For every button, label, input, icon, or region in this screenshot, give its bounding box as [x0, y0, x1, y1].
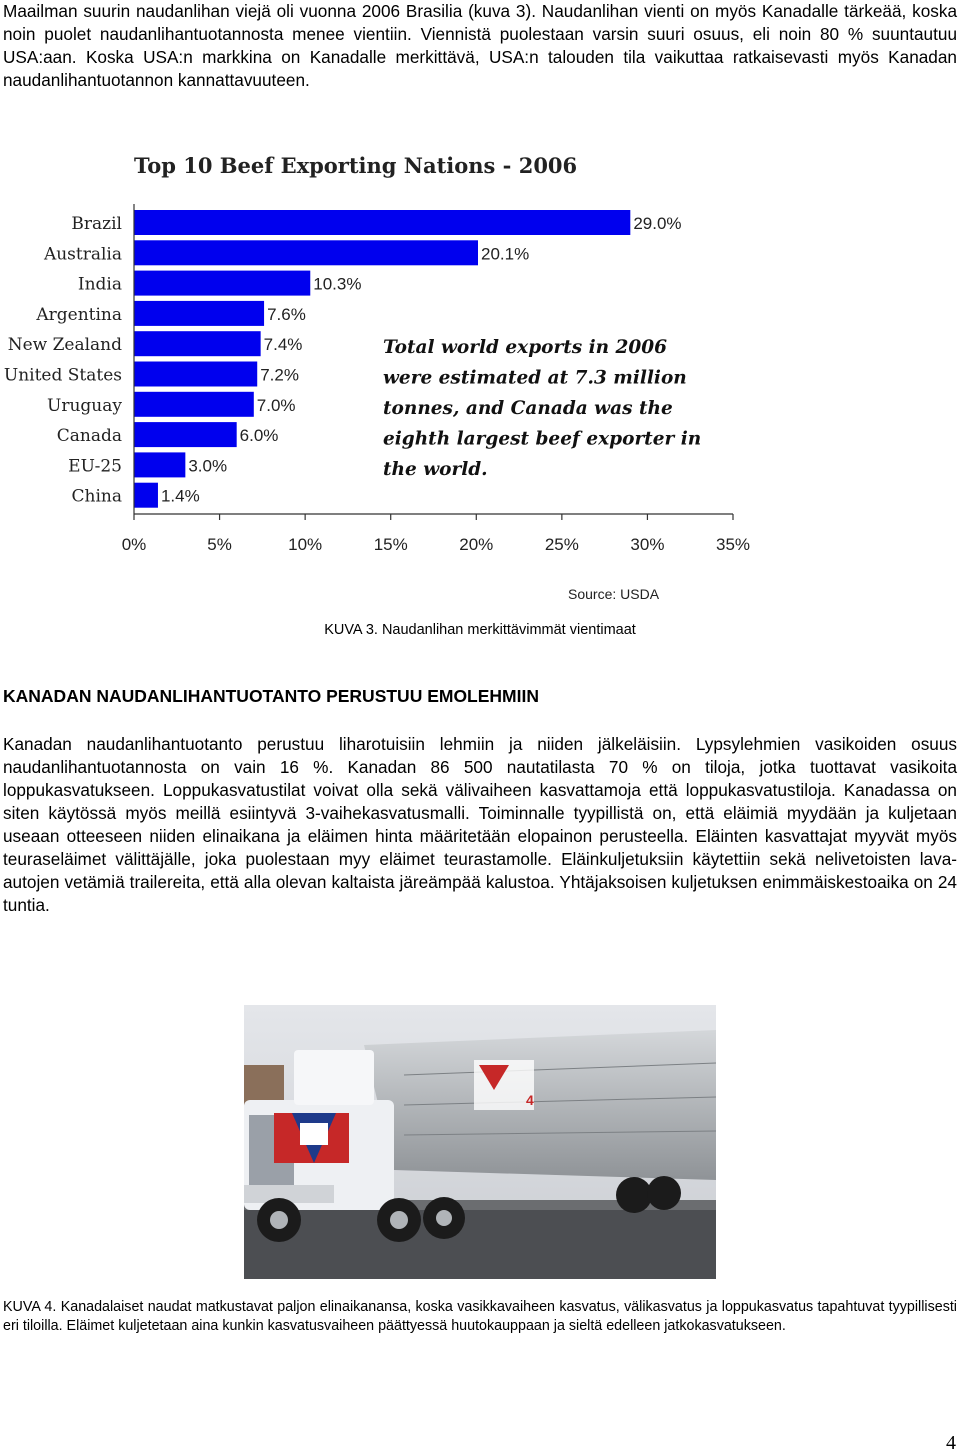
x-tick-label: 30% — [630, 535, 665, 554]
body-paragraph: Kanadan naudanlihantuotanto perustuu liharotuisiin lehmiin ja niiden jälkeläisiin. Lypsylehmien vasikoiden osuus naudanlihantuotannosta on vain 16 %. Kanadan 86 500 nautatilasta 70 % on tiloja, jotka tuottavat vasikoita loppukasvatukseen. Loppukasvatustilat voivat olla sekä välivaiheen kasvattamoja että loppukasvatustiloja. Kanadassa on siten käytössä myös meillä esiintyvä 3-vaihekasvatusmalli. Toiminnalle tyypillistä on, että eläimiä myydään ja kuljetaan useaan otteeseen niiden elinaikana ja eläimen hinta määritetään elopainon perusteella. Eläinten kasvattajat myyvät myös teuraseläimet välittäjälle, joka puolestaan myy eläimet teurastamolle. Eläinkuljetuksiin käytettiin sekä nelivetoisten lava-autojen vetämiä trailereita, että alla olevan kaltaista järeämpää kalustoa. Yhtäjaksoisen kuljetuksen enimmäiskestoaika on 24 tuntia. — [3, 734, 957, 915]
truck-photo — [244, 1005, 716, 1279]
x-tick-label: 5% — [207, 535, 232, 554]
value-label: 6.0% — [239, 426, 279, 446]
value-label: 7.0% — [256, 395, 296, 415]
x-tick-label: 35% — [715, 535, 751, 554]
category-label: EU-25 — [68, 456, 122, 477]
category-label: New Zealand — [7, 335, 122, 356]
chart-svg — [3, 110, 773, 610]
chart-title: Top 10 Beef Exporting Nations - 2006 — [134, 153, 578, 178]
x-tick-label: 20% — [459, 535, 494, 554]
x-tick-label: 15% — [373, 535, 408, 554]
intro-paragraph: Maailman suurin naudanlihan viejä oli vuonna 2006 Brasilia (kuva 3). Naudanlihan vienti on myös Kanadalle tärkeää, koska noin puolet naudanlihantuotannosta menee vientiin. Viennistä puolestaan varsin suuri osuus, eli noin 80 % suuntautuu USA:aan. Koska USA:n markkina on Kanadalle merkittävä, USA:n talouden tila vaikuttaa ratkaisevasti myös Kanadan naudanlihantuotannon kannattavuuteen. — [3, 1, 957, 90]
annotation-line: were estimated at 7.3 million — [383, 367, 687, 389]
bar-argentina — [134, 301, 264, 326]
annotation-line: eighth largest beef exporter in — [383, 428, 702, 450]
bar-brazil — [134, 210, 630, 235]
category-label: China — [71, 486, 122, 507]
category-label: Canada — [56, 426, 122, 447]
value-label: 10.3% — [313, 274, 362, 294]
x-tick-label: 25% — [544, 535, 579, 554]
category-label: Brazil — [71, 214, 122, 234]
bar-australia — [134, 240, 478, 265]
page-number: 4 — [946, 1432, 956, 1454]
annotation-line: Total world exports in 2006 — [383, 337, 668, 358]
category-label: United States — [3, 365, 122, 386]
truck-door-number: 4 — [526, 1092, 534, 1108]
value-label: 7.4% — [263, 335, 303, 355]
chart-annotation — [383, 337, 701, 480]
category-label: Argentina — [36, 304, 122, 325]
chart-bars — [4, 210, 682, 508]
bar-india — [134, 271, 310, 296]
figure-4-caption: KUVA 4. Kanadalaiset naudat matkustavat paljon elinaikanansa, koska vasikkavaiheen kasvatus, välikasvatus ja loppukasvatus tapahtuvat tyypillisesti eri tiloilla. Eläimet kuljetetaan aina kunkin kasvatusvaiheen päättyessä huutokauppaan ja sieltä edelleen jatkokasvatukseen. — [3, 1299, 957, 1334]
annotation-line: tonnes, and Canada was the — [383, 398, 673, 419]
section-heading: KANADAN NAUDANLIHANTUOTANTO PERUSTUU EMOLEHMIIN — [3, 686, 539, 706]
bar-uruguay — [134, 392, 254, 417]
category-label: Uruguay — [47, 395, 122, 416]
bar-china — [134, 483, 158, 508]
bar-new-zealand — [134, 331, 261, 356]
category-label: Australia — [43, 244, 122, 265]
x-tick-label: 10% — [288, 535, 323, 554]
bar-united-states — [134, 362, 257, 387]
figure-3-caption: KUVA 3. Naudanlihan merkittävimmät vientimaat — [324, 622, 636, 638]
annotation-line: the world. — [383, 459, 488, 480]
livestock-truck-image — [244, 1005, 716, 1279]
value-label: 3.0% — [188, 456, 228, 476]
bar-eu-25 — [134, 452, 185, 477]
chart-source: Source: USDA — [568, 586, 660, 602]
x-tick-label: 0% — [121, 535, 147, 554]
value-label: 20.1% — [480, 244, 530, 264]
value-label: 1.4% — [160, 486, 200, 506]
bar-canada — [134, 422, 237, 447]
value-label: 7.6% — [267, 304, 306, 324]
beef-export-chart — [3, 110, 773, 610]
value-label: 7.2% — [260, 365, 299, 385]
category-label: India — [77, 274, 122, 295]
value-label: 29.0% — [633, 214, 682, 233]
